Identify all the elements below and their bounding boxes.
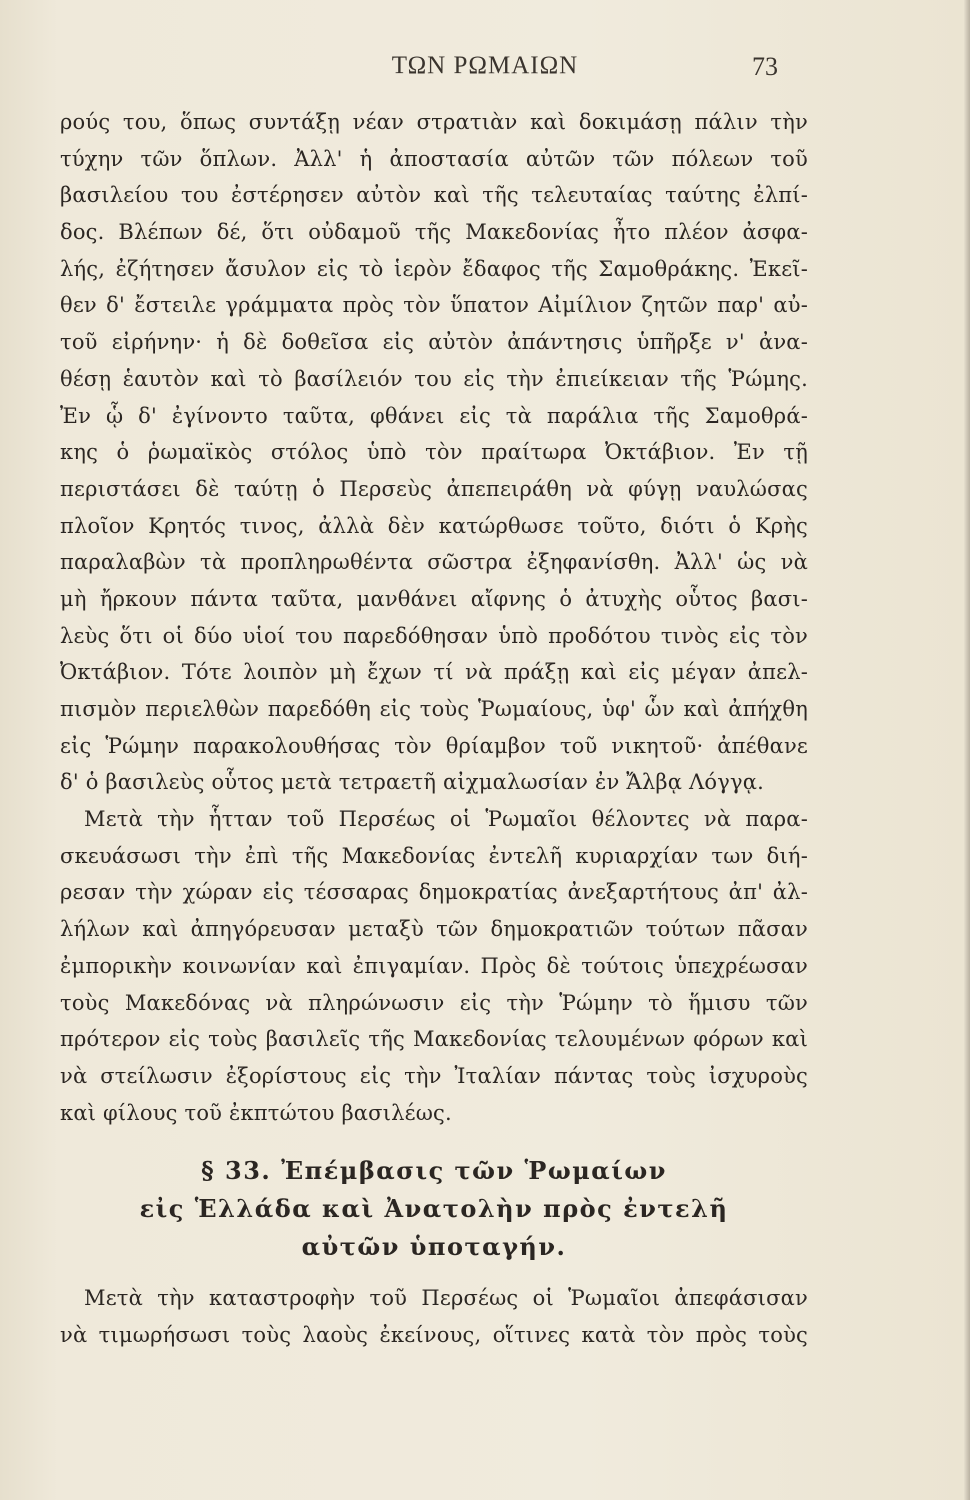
section-heading-line: αὐτῶν ὑποταγήν. (301, 1232, 567, 1261)
section-heading-line: εἰς Ἑλλάδα καὶ Ἀνατολὴν πρὸς ἐντελῆ (139, 1194, 729, 1223)
section-heading (60, 1152, 808, 1266)
text-line: ρεσαν τὴν χώραν εἰς τέσσαρας δημοκρατίας ἀνεξαρτήτους ἀπ' ἀλ- (60, 880, 808, 905)
body-text (60, 104, 808, 1131)
text-line: Ἐν ᾧ δ' ἐγίνοντο ταῦτα, φθάνει εἰς τὰ παράλια τῆς Σαμοθρά- (60, 403, 808, 428)
text-line: θεν δ' ἔστειλε γράμματα πρὸς τὸν ὕπατον Αἰμίλιον ζητῶν παρ' αὐ- (60, 293, 808, 318)
section-body-text (60, 1280, 808, 1353)
text-line: μὴ ἤρκουν πάντα ταῦτα, μανθάνει αἴφνης ὁ ἀτυχὴς οὗτος βασι- (60, 586, 808, 611)
text-line: βασιλείου του ἐστέρησεν αὐτὸν καὶ τῆς τελευταίας ταύτης ἐλπί- (60, 183, 808, 208)
text-line: πρότερον εἰς τοὺς βασιλεῖς τῆς Μακεδονίας τελουμένων φόρων καὶ (60, 1027, 808, 1052)
page-number: 73 (752, 52, 778, 81)
text-line: ἐμπορικὴν κοινωνίαν καὶ ἐπιγαμίαν. Πρὸς δὲ τούτοις ὑπεχρέωσαν (60, 953, 808, 978)
text-line: πλοῖον Κρητός τινος, ἀλλὰ δὲν κατώρθωσε τοῦτο, διότι ὁ Κρὴς (60, 513, 808, 538)
text-line: κης ὁ ῥωμαϊκὸς στόλος ὑπὸ τὸν πραίτωρα Ὀκτάβιον. Ἐν τῇ (60, 440, 808, 465)
text-line: λεὺς ὅτι οἱ δύο υἱοί του παρεδόθησαν ὑπὸ προδότου τινὸς εἰς τὸν (60, 623, 808, 648)
text-line: πισμὸν περιελθὼν παρεδόθη εἰς τοὺς Ῥωμαίους, ὑφ' ὧν καὶ ἀπήχθη (60, 697, 808, 721)
text-line: εἰς Ῥώμην παρακολουθήσας τὸν θρίαμβον τοῦ νικητοῦ· ἀπέθανε (60, 733, 808, 758)
text-line: περιστάσει δὲ ταύτῃ ὁ Περσεὺς ἀπεπειράθη νὰ φύγῃ ναυλώσας (60, 476, 808, 501)
page-edge-shadow (964, 0, 970, 1500)
text-line: Μετὰ τὴν ἧτταν τοῦ Περσέως οἱ Ῥωμαῖοι θέλοντες νὰ παρα- (84, 807, 808, 832)
running-title: ΤΩΝ ΡΩΜΑΙΩΝ (391, 52, 579, 79)
text-line: τύχην τῶν ὅπλων. Ἀλλ' ἡ ἀποστασία αὐτῶν τῶν πόλεων τοῦ (60, 146, 808, 171)
text-line: λής, ἐζήτησεν ἄσυλον εἰς τὸ ἱερὸν ἔδαφος τῆς Σαμοθράκης. Ἐκεῖ- (60, 256, 808, 281)
text-line: Ὀκτάβιον. Τότε λοιπὸν μὴ ἔχων τί νὰ πράξῃ καὶ εἰς μέγαν ἀπελ- (60, 660, 808, 685)
section-heading-line: § 33. Ἐπέμβασις τῶν Ῥωμαίων (201, 1156, 667, 1185)
text-line: δ' ὁ βασιλεὺς οὗτος μετὰ τετραετῆ αἰχμαλωσίαν ἐν Ἄλβᾳ Λόγγᾳ. (60, 770, 764, 795)
text-line: δος. Βλέπων δέ, ὅτι οὐδαμοῦ τῆς Μακεδονίας ἦτο πλέον ἀσφα- (60, 220, 808, 245)
running-head (0, 52, 970, 92)
text-line: ρούς του, ὅπως συντάξῃ νέαν στρατιὰν καὶ δοκιμάσῃ πάλιν τὴν (60, 110, 808, 134)
text-line: σκευάσωσι τὴν ἐπὶ τῆς Μακεδονίας ἐντελῆ κυριαρχίαν των διή- (60, 843, 808, 868)
text-line: Μετὰ τὴν καταστροφὴν τοῦ Περσέως οἱ Ῥωμαῖοι ἀπεφάσισαν (84, 1286, 808, 1310)
text-line: τοῦ εἰρήνην· ἡ δὲ δοθεῖσα εἰς αὐτὸν ἀπάντησις ὑπῆρξε ν' ἀνα- (60, 330, 808, 355)
text-line: παραλαβὼν τὰ προπληρωθέντα σῶστρα ἐξηφανίσθη. Ἀλλ' ὡς νὰ (60, 550, 808, 575)
text-line: θέσῃ ἑαυτὸν καὶ τὸ βασίλειόν του εἰς τὴν ἐπιείκειαν τῆς Ῥώμης. (60, 366, 808, 391)
text-line: καὶ φίλους τοῦ ἐκπτώτου βασιλέως. (60, 1100, 452, 1125)
text-line: τοὺς Μακεδόνας νὰ πληρώνωσιν εἰς τὴν Ῥώμην τὸ ἥμισυ τῶν (60, 990, 808, 1015)
text-line: νὰ τιμωρήσωσι τοὺς λαοὺς ἐκείνους, οἵτινες κατὰ τὸν πρὸς τοὺς (60, 1322, 808, 1347)
text-line: νὰ στείλωσιν ἐξορίστους εἰς τὴν Ἰταλίαν πάντας τοὺς ἰσχυροὺς (60, 1063, 808, 1088)
text-line: λήλων καὶ ἀπηγόρευσαν μεταξὺ τῶν δημοκρατιῶν τούτων πᾶσαν (60, 917, 808, 942)
